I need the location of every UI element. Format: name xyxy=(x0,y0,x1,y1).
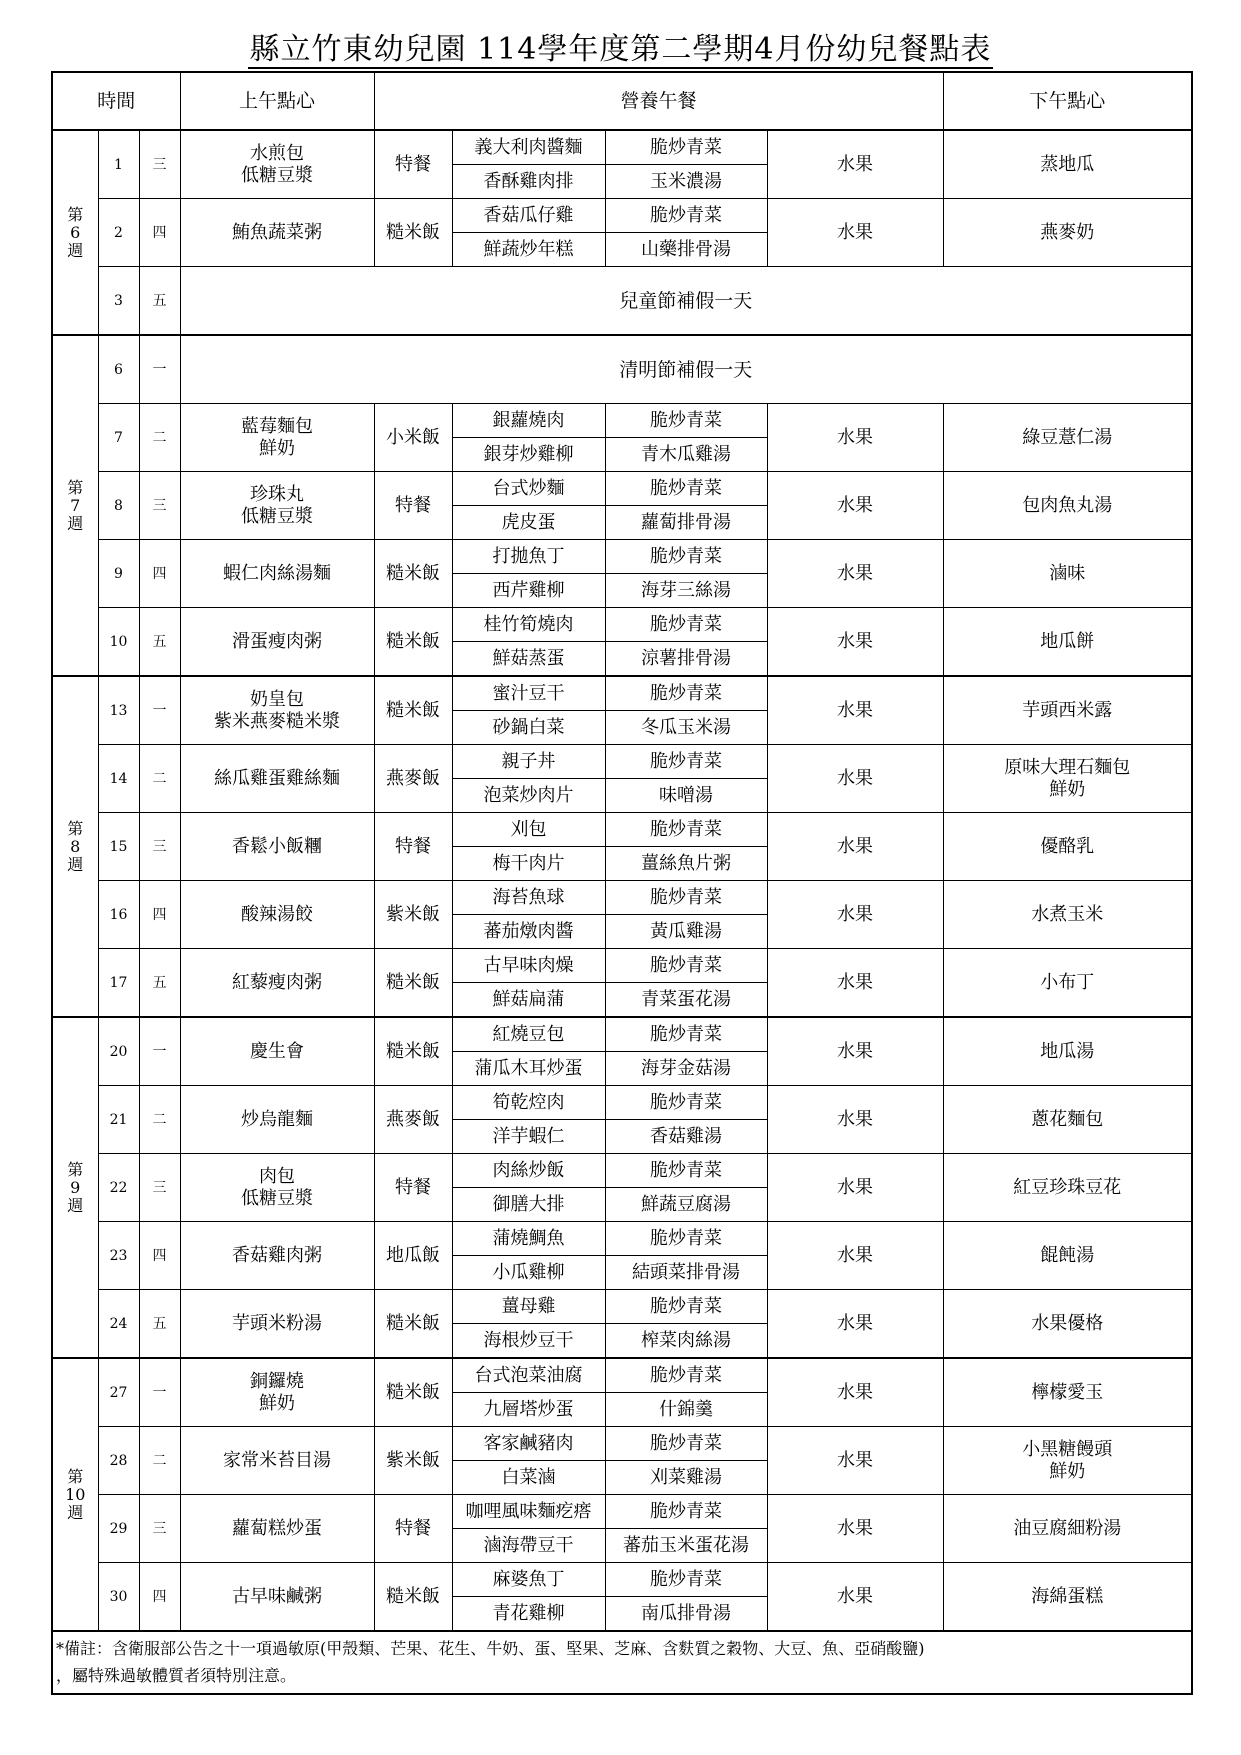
afternoon-snack-cell: 紅豆珍珠豆花 xyxy=(943,1154,1192,1222)
weekday-cell: 五 xyxy=(139,1290,180,1359)
holiday-cell: 清明節補假一天 xyxy=(180,335,1192,404)
main-dish-cell: 紅燒豆包 xyxy=(452,1017,605,1052)
staple-cell: 糙米飯 xyxy=(374,676,452,745)
day-row xyxy=(52,199,1192,233)
staple-cell: 特餐 xyxy=(374,813,452,881)
fruit-cell: 水果 xyxy=(767,1017,943,1086)
morning-snack-cell: 珍珠丸 低糖豆漿 xyxy=(180,472,374,540)
side-dish-cell: 刈菜雞湯 xyxy=(605,1461,767,1495)
week-label: 第 7 週 xyxy=(52,335,98,676)
week-label: 第 8 週 xyxy=(52,676,98,1017)
header-time: 時間 xyxy=(52,72,180,130)
main-dish-cell: 義大利肉醬麵 xyxy=(452,130,605,165)
main-dish-cell: 台式炒麵 xyxy=(452,472,605,506)
staple-cell: 紫米飯 xyxy=(374,881,452,949)
side-dish-cell: 脆炒青菜 xyxy=(605,881,767,915)
afternoon-snack-cell: 檸檬愛玉 xyxy=(943,1358,1192,1427)
day-row xyxy=(52,1017,1192,1052)
morning-snack-cell: 蘿蔔糕炒蛋 xyxy=(180,1495,374,1563)
date-cell: 10 xyxy=(98,608,139,677)
morning-snack-cell: 香鬆小飯糰 xyxy=(180,813,374,881)
weekday-cell: 一 xyxy=(139,335,180,404)
side-dish-cell: 什錦羹 xyxy=(605,1393,767,1427)
day-row xyxy=(52,881,1192,915)
main-dish-cell: 銀蘿燒肉 xyxy=(452,404,605,438)
side-dish-cell: 脆炒青菜 xyxy=(605,676,767,711)
note-row xyxy=(52,1631,1192,1694)
main-dish-cell: 打拋魚丁 xyxy=(452,540,605,574)
date-cell: 21 xyxy=(98,1086,139,1154)
staple-cell: 特餐 xyxy=(374,1495,452,1563)
date-cell: 29 xyxy=(98,1495,139,1563)
fruit-cell: 水果 xyxy=(767,745,943,813)
day-row xyxy=(52,1086,1192,1120)
header-afternoon-snack: 下午點心 xyxy=(943,72,1192,130)
main-dish-cell: 泡菜炒肉片 xyxy=(452,779,605,813)
side-dish-cell: 味噌湯 xyxy=(605,779,767,813)
fruit-cell: 水果 xyxy=(767,1290,943,1359)
staple-cell: 紫米飯 xyxy=(374,1427,452,1495)
main-dish-cell: 海苔魚球 xyxy=(452,881,605,915)
fruit-cell: 水果 xyxy=(767,1222,943,1290)
main-dish-cell: 蕃茄燉肉醬 xyxy=(452,915,605,949)
staple-cell: 地瓜飯 xyxy=(374,1222,452,1290)
date-cell: 1 xyxy=(98,130,139,199)
staple-cell: 糙米飯 xyxy=(374,540,452,608)
staple-cell: 燕麥飯 xyxy=(374,1086,452,1154)
afternoon-snack-cell: 地瓜湯 xyxy=(943,1017,1192,1086)
weekday-cell: 三 xyxy=(139,1495,180,1563)
side-dish-cell: 脆炒青菜 xyxy=(605,949,767,983)
week-label: 第 6 週 xyxy=(52,130,98,335)
main-dish-cell: 麻婆魚丁 xyxy=(452,1563,605,1597)
header-morning-snack: 上午點心 xyxy=(180,72,374,130)
morning-snack-cell: 蝦仁肉絲湯麵 xyxy=(180,540,374,608)
morning-snack-cell: 古早味鹹粥 xyxy=(180,1563,374,1632)
staple-cell: 特餐 xyxy=(374,130,452,199)
main-dish-cell: 銀芽炒雞柳 xyxy=(452,438,605,472)
afternoon-snack-cell: 原味大理石麵包 鮮奶 xyxy=(943,745,1192,813)
side-dish-cell: 玉米濃湯 xyxy=(605,165,767,199)
weekday-cell: 四 xyxy=(139,881,180,949)
side-dish-cell: 脆炒青菜 xyxy=(605,404,767,438)
morning-snack-cell: 絲瓜雞蛋雞絲麵 xyxy=(180,745,374,813)
date-cell: 28 xyxy=(98,1427,139,1495)
date-cell: 15 xyxy=(98,813,139,881)
morning-snack-cell: 銅鑼燒 鮮奶 xyxy=(180,1358,374,1427)
morning-snack-cell: 水煎包 低糖豆漿 xyxy=(180,130,374,199)
weekday-cell: 二 xyxy=(139,745,180,813)
day-row xyxy=(52,404,1192,438)
weekday-cell: 三 xyxy=(139,472,180,540)
holiday-row xyxy=(52,267,1192,336)
weekday-cell: 五 xyxy=(139,608,180,677)
allergen-note: *備註：含衛服部公告之十一項過敏原(甲殼類、芒果、花生、牛奶、蛋、堅果、芝麻、含麩質之穀物、大豆、魚、亞硝酸鹽) ，屬特殊過敏體質者須特別注意。 xyxy=(52,1631,1192,1694)
morning-snack-cell: 酸辣湯餃 xyxy=(180,881,374,949)
afternoon-snack-cell: 蔥花麵包 xyxy=(943,1086,1192,1154)
side-dish-cell: 脆炒青菜 xyxy=(605,1495,767,1529)
day-row xyxy=(52,676,1192,711)
day-row xyxy=(52,1154,1192,1188)
afternoon-snack-cell: 水煮玉米 xyxy=(943,881,1192,949)
afternoon-snack-cell: 海綿蛋糕 xyxy=(943,1563,1192,1632)
main-dish-cell: 台式泡菜油腐 xyxy=(452,1358,605,1393)
day-row xyxy=(52,1222,1192,1256)
date-cell: 22 xyxy=(98,1154,139,1222)
fruit-cell: 水果 xyxy=(767,1427,943,1495)
main-dish-cell: 刈包 xyxy=(452,813,605,847)
side-dish-cell: 青木瓜雞湯 xyxy=(605,438,767,472)
side-dish-cell: 黃瓜雞湯 xyxy=(605,915,767,949)
main-dish-cell: 客家鹹豬肉 xyxy=(452,1427,605,1461)
holiday-row xyxy=(52,335,1192,404)
morning-snack-cell: 紅藜瘦肉粥 xyxy=(180,949,374,1018)
main-dish-cell: 香酥雞肉排 xyxy=(452,165,605,199)
side-dish-cell: 脆炒青菜 xyxy=(605,1222,767,1256)
side-dish-cell: 鮮蔬豆腐湯 xyxy=(605,1188,767,1222)
side-dish-cell: 山藥排骨湯 xyxy=(605,233,767,267)
fruit-cell: 水果 xyxy=(767,1563,943,1632)
afternoon-snack-cell: 芋頭西米露 xyxy=(943,676,1192,745)
side-dish-cell: 脆炒青菜 xyxy=(605,608,767,642)
weekday-cell: 二 xyxy=(139,1427,180,1495)
day-row xyxy=(52,472,1192,506)
afternoon-snack-cell: 水果優格 xyxy=(943,1290,1192,1359)
date-cell: 24 xyxy=(98,1290,139,1359)
main-dish-cell: 虎皮蛋 xyxy=(452,506,605,540)
main-dish-cell: 御膳大排 xyxy=(452,1188,605,1222)
staple-cell: 糙米飯 xyxy=(374,1017,452,1086)
date-cell: 8 xyxy=(98,472,139,540)
weekday-cell: 四 xyxy=(139,540,180,608)
main-dish-cell: 梅干肉片 xyxy=(452,847,605,881)
side-dish-cell: 脆炒青菜 xyxy=(605,199,767,233)
side-dish-cell: 南瓜排骨湯 xyxy=(605,1597,767,1632)
fruit-cell: 水果 xyxy=(767,199,943,267)
side-dish-cell: 蕃茄玉米蛋花湯 xyxy=(605,1529,767,1563)
side-dish-cell: 榨菜肉絲湯 xyxy=(605,1324,767,1359)
morning-snack-cell: 藍莓麵包 鮮奶 xyxy=(180,404,374,472)
date-cell: 9 xyxy=(98,540,139,608)
morning-snack-cell: 炒烏龍麵 xyxy=(180,1086,374,1154)
main-dish-cell: 鮮蔬炒年糕 xyxy=(452,233,605,267)
side-dish-cell: 脆炒青菜 xyxy=(605,1358,767,1393)
afternoon-snack-cell: 餛飩湯 xyxy=(943,1222,1192,1290)
header-row xyxy=(52,72,1192,130)
staple-cell: 糙米飯 xyxy=(374,1563,452,1632)
staple-cell: 小米飯 xyxy=(374,404,452,472)
staple-cell: 燕麥飯 xyxy=(374,745,452,813)
main-dish-cell: 鮮菇蒸蛋 xyxy=(452,642,605,677)
weekday-cell: 二 xyxy=(139,1086,180,1154)
day-row xyxy=(52,745,1192,779)
morning-snack-cell: 慶生會 xyxy=(180,1017,374,1086)
day-row xyxy=(52,1495,1192,1529)
day-row xyxy=(52,540,1192,574)
staple-cell: 糙米飯 xyxy=(374,199,452,267)
side-dish-cell: 脆炒青菜 xyxy=(605,1427,767,1461)
weekday-cell: 三 xyxy=(139,1154,180,1222)
day-row xyxy=(52,1290,1192,1324)
side-dish-cell: 冬瓜玉米湯 xyxy=(605,711,767,745)
fruit-cell: 水果 xyxy=(767,813,943,881)
afternoon-snack-cell: 綠豆薏仁湯 xyxy=(943,404,1192,472)
header-lunch: 營養午餐 xyxy=(374,72,943,130)
staple-cell: 特餐 xyxy=(374,472,452,540)
date-cell: 30 xyxy=(98,1563,139,1632)
day-row xyxy=(52,1563,1192,1597)
fruit-cell: 水果 xyxy=(767,608,943,677)
weekday-cell: 四 xyxy=(139,1563,180,1632)
fruit-cell: 水果 xyxy=(767,472,943,540)
afternoon-snack-cell: 滷味 xyxy=(943,540,1192,608)
side-dish-cell: 脆炒青菜 xyxy=(605,813,767,847)
side-dish-cell: 結頭菜排骨湯 xyxy=(605,1256,767,1290)
date-cell: 20 xyxy=(98,1017,139,1086)
side-dish-cell: 脆炒青菜 xyxy=(605,1154,767,1188)
fruit-cell: 水果 xyxy=(767,540,943,608)
fruit-cell: 水果 xyxy=(767,130,943,199)
fruit-cell: 水果 xyxy=(767,881,943,949)
day-row xyxy=(52,1358,1192,1393)
main-dish-cell: 香菇瓜仔雞 xyxy=(452,199,605,233)
fruit-cell: 水果 xyxy=(767,1358,943,1427)
morning-snack-cell: 奶皇包 紫米燕麥糙米漿 xyxy=(180,676,374,745)
date-cell: 7 xyxy=(98,404,139,472)
week-label: 第 9 週 xyxy=(52,1017,98,1358)
date-cell: 13 xyxy=(98,676,139,745)
side-dish-cell: 涼薯排骨湯 xyxy=(605,642,767,677)
holiday-cell: 兒童節補假一天 xyxy=(180,267,1192,336)
date-cell: 27 xyxy=(98,1358,139,1427)
fruit-cell: 水果 xyxy=(767,1495,943,1563)
fruit-cell: 水果 xyxy=(767,404,943,472)
staple-cell: 特餐 xyxy=(374,1154,452,1222)
staple-cell: 糙米飯 xyxy=(374,608,452,677)
fruit-cell: 水果 xyxy=(767,676,943,745)
date-cell: 17 xyxy=(98,949,139,1018)
afternoon-snack-cell: 小布丁 xyxy=(943,949,1192,1018)
main-dish-cell: 古早味肉燥 xyxy=(452,949,605,983)
weekday-cell: 四 xyxy=(139,199,180,267)
main-dish-cell: 蜜汁豆干 xyxy=(452,676,605,711)
main-dish-cell: 洋芋蝦仁 xyxy=(452,1120,605,1154)
fruit-cell: 水果 xyxy=(767,1086,943,1154)
main-dish-cell: 小瓜雞柳 xyxy=(452,1256,605,1290)
afternoon-snack-cell: 地瓜餅 xyxy=(943,608,1192,677)
afternoon-snack-cell: 包肉魚丸湯 xyxy=(943,472,1192,540)
main-dish-cell: 九層塔炒蛋 xyxy=(452,1393,605,1427)
weekday-cell: 一 xyxy=(139,676,180,745)
side-dish-cell: 香菇雞湯 xyxy=(605,1120,767,1154)
main-dish-cell: 蒲燒鯛魚 xyxy=(452,1222,605,1256)
main-dish-cell: 鮮菇扁蒲 xyxy=(452,983,605,1018)
date-cell: 3 xyxy=(98,267,139,336)
page-title-text: 縣立竹東幼兒園 114學年度第二學期4月份幼兒餐點表 xyxy=(249,32,992,67)
afternoon-snack-cell: 燕麥奶 xyxy=(943,199,1192,267)
main-dish-cell: 西芹雞柳 xyxy=(452,574,605,608)
side-dish-cell: 脆炒青菜 xyxy=(605,745,767,779)
staple-cell: 糙米飯 xyxy=(374,949,452,1018)
date-cell: 16 xyxy=(98,881,139,949)
side-dish-cell: 薑絲魚片粥 xyxy=(605,847,767,881)
staple-cell: 糙米飯 xyxy=(374,1358,452,1427)
weekday-cell: 三 xyxy=(139,813,180,881)
morning-snack-cell: 香菇雞肉粥 xyxy=(180,1222,374,1290)
weekday-cell: 二 xyxy=(139,404,180,472)
side-dish-cell: 脆炒青菜 xyxy=(605,540,767,574)
morning-snack-cell: 芋頭米粉湯 xyxy=(180,1290,374,1359)
morning-snack-cell: 肉包 低糖豆漿 xyxy=(180,1154,374,1222)
staple-cell: 糙米飯 xyxy=(374,1290,452,1359)
morning-snack-cell: 鮪魚蔬菜粥 xyxy=(180,199,374,267)
day-row xyxy=(52,1427,1192,1461)
side-dish-cell: 青菜蛋花湯 xyxy=(605,983,767,1018)
day-row xyxy=(52,608,1192,642)
side-dish-cell: 脆炒青菜 xyxy=(605,1017,767,1052)
main-dish-cell: 海根炒豆干 xyxy=(452,1324,605,1359)
main-dish-cell: 蒲瓜木耳炒蛋 xyxy=(452,1052,605,1086)
main-dish-cell: 桂竹筍燒肉 xyxy=(452,608,605,642)
main-dish-cell: 薑母雞 xyxy=(452,1290,605,1324)
side-dish-cell: 蘿蔔排骨湯 xyxy=(605,506,767,540)
main-dish-cell: 青花雞柳 xyxy=(452,1597,605,1632)
date-cell: 23 xyxy=(98,1222,139,1290)
side-dish-cell: 脆炒青菜 xyxy=(605,1563,767,1597)
afternoon-snack-cell: 優酪乳 xyxy=(943,813,1192,881)
page-title xyxy=(0,30,1241,70)
side-dish-cell: 脆炒青菜 xyxy=(605,472,767,506)
weekday-cell: 一 xyxy=(139,1358,180,1427)
day-row xyxy=(52,813,1192,847)
fruit-cell: 水果 xyxy=(767,949,943,1018)
date-cell: 14 xyxy=(98,745,139,813)
meal-table xyxy=(51,71,1193,1695)
side-dish-cell: 脆炒青菜 xyxy=(605,130,767,165)
afternoon-snack-cell: 油豆腐細粉湯 xyxy=(943,1495,1192,1563)
day-row xyxy=(52,949,1192,983)
date-cell: 6 xyxy=(98,335,139,404)
side-dish-cell: 脆炒青菜 xyxy=(605,1086,767,1120)
afternoon-snack-cell: 小黑糖饅頭 鮮奶 xyxy=(943,1427,1192,1495)
morning-snack-cell: 滑蛋瘦肉粥 xyxy=(180,608,374,677)
fruit-cell: 水果 xyxy=(767,1154,943,1222)
main-dish-cell: 滷海帶豆干 xyxy=(452,1529,605,1563)
main-dish-cell: 肉絲炒飯 xyxy=(452,1154,605,1188)
date-cell: 2 xyxy=(98,199,139,267)
weekday-cell: 五 xyxy=(139,949,180,1018)
main-dish-cell: 親子丼 xyxy=(452,745,605,779)
side-dish-cell: 海芽金菇湯 xyxy=(605,1052,767,1086)
side-dish-cell: 海芽三絲湯 xyxy=(605,574,767,608)
weekday-cell: 三 xyxy=(139,130,180,199)
main-dish-cell: 咖哩風味麵疙瘩 xyxy=(452,1495,605,1529)
afternoon-snack-cell: 蒸地瓜 xyxy=(943,130,1192,199)
main-dish-cell: 筍乾焢肉 xyxy=(452,1086,605,1120)
main-dish-cell: 白菜滷 xyxy=(452,1461,605,1495)
side-dish-cell: 脆炒青菜 xyxy=(605,1290,767,1324)
week-label: 第 10 週 xyxy=(52,1358,98,1631)
weekday-cell: 五 xyxy=(139,267,180,336)
weekday-cell: 一 xyxy=(139,1017,180,1086)
day-row xyxy=(52,130,1192,165)
morning-snack-cell: 家常米苔目湯 xyxy=(180,1427,374,1495)
weekday-cell: 四 xyxy=(139,1222,180,1290)
main-dish-cell: 砂鍋白菜 xyxy=(452,711,605,745)
